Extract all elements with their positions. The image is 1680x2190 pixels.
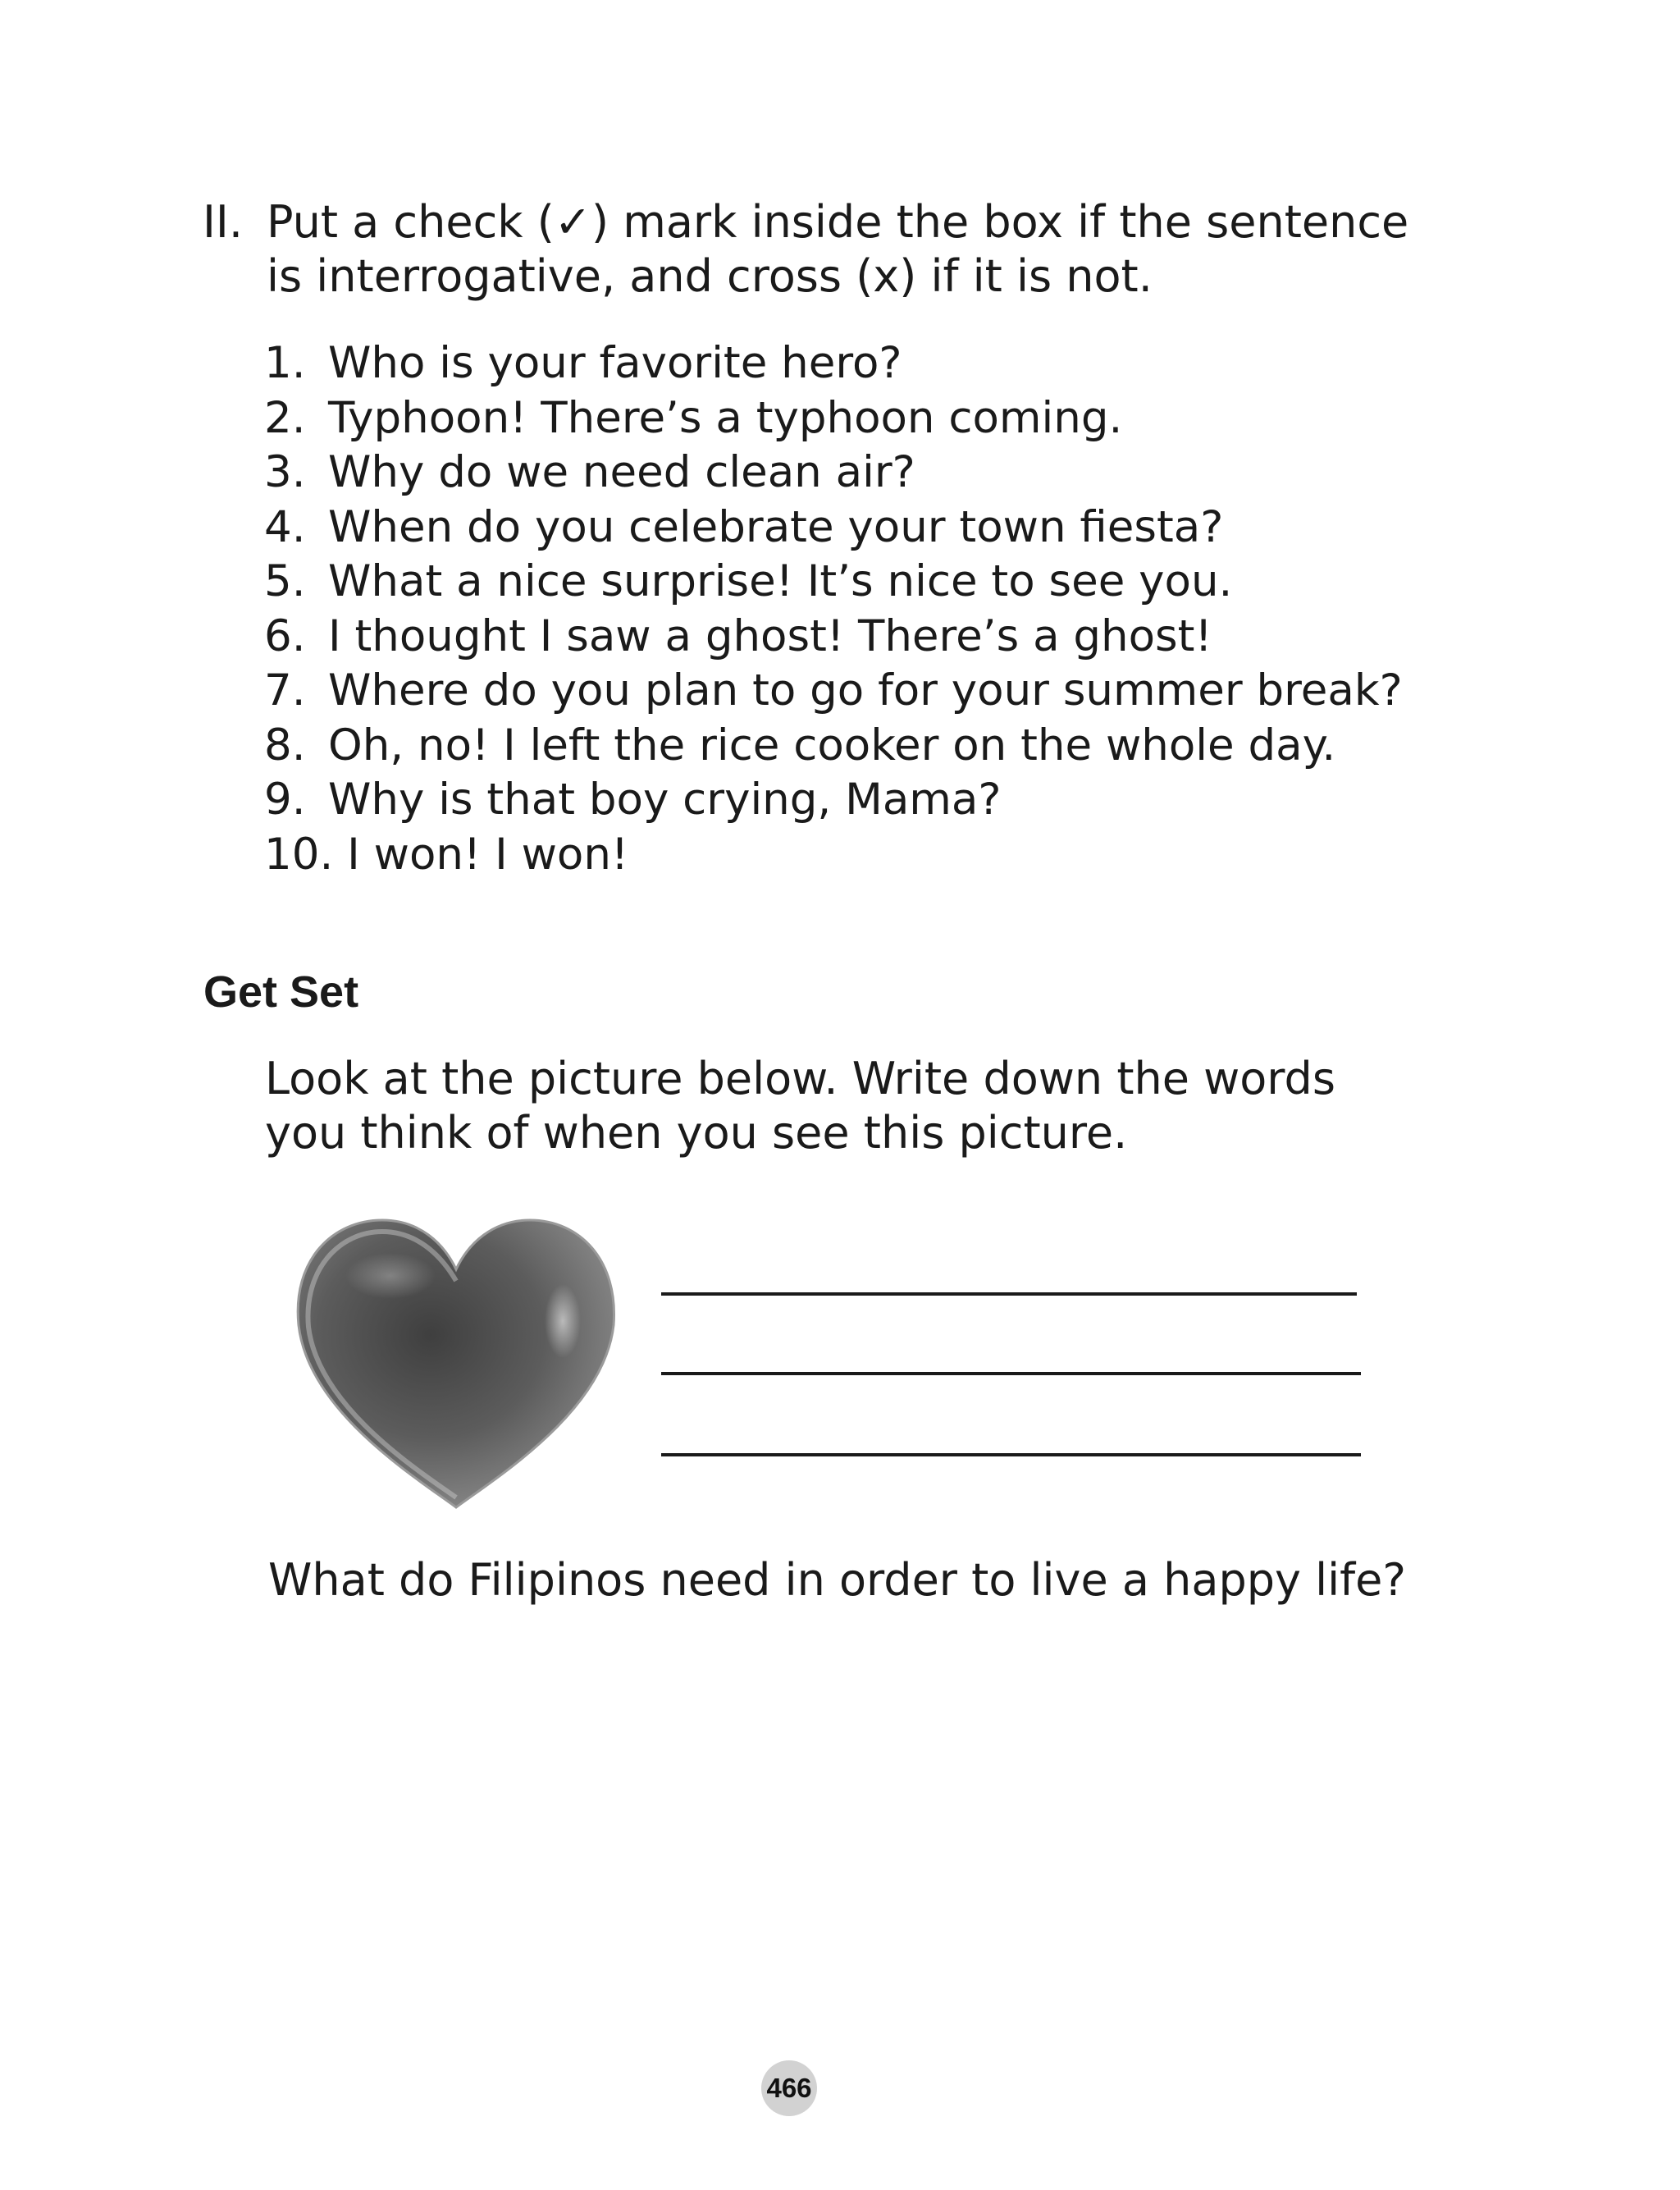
item-text: Typhoon! There’s a typhoon coming. (328, 392, 1123, 443)
list-item (264, 336, 1413, 391)
item-text: What a nice surprise! It’s nice to see you. (328, 556, 1233, 606)
item-text: When do you celebrate your town fiesta? (328, 501, 1224, 552)
item-text: Who is your favorite hero? (328, 338, 902, 388)
item-text: Why is that boy crying, Mama? (328, 775, 1002, 825)
item-text: Where do you plan to go for your summer break? (328, 665, 1403, 716)
list-item (264, 719, 1413, 774)
list-item (264, 773, 1413, 828)
item-text: Oh, no! I left the rice cooker on the whole day. (328, 720, 1336, 770)
answer-line[interactable] (661, 1292, 1357, 1296)
picture-prompt: Look at the picture below. Write down the words you think of when you see this picture. (265, 1053, 1335, 1159)
answer-line[interactable] (661, 1453, 1361, 1456)
item-number: 4. (264, 501, 306, 552)
page-number-badge (761, 2060, 817, 2116)
section-instruction: Put a check (✓) mark inside the box if the sentence is interrogative, and cross (x) if it is not. (267, 196, 1409, 302)
page-number: 466 (766, 2073, 812, 2103)
get-set-heading: Get Set (203, 967, 359, 1017)
section-numeral: II. (203, 196, 244, 248)
item-text: I won! I won! (347, 829, 629, 880)
item-number: 9. (264, 775, 306, 825)
item-text: I thought I saw a ghost! There’s a ghost! (328, 610, 1212, 661)
sentence-list (264, 336, 1413, 882)
list-item (264, 501, 1413, 556)
item-number: 7. (264, 665, 306, 716)
list-item (264, 664, 1413, 719)
list-item (264, 610, 1413, 665)
item-number: 5. (264, 556, 306, 606)
heart-icon (292, 1210, 620, 1510)
item-text: Why do we need clean air? (328, 447, 915, 497)
answer-line[interactable] (661, 1372, 1361, 1375)
item-number: 10. (264, 829, 334, 880)
item-number: 2. (264, 392, 306, 443)
item-number: 1. (264, 338, 306, 388)
list-item (264, 555, 1413, 610)
item-number: 3. (264, 447, 306, 497)
reflection-question: What do Filipinos need in order to live a happy life? (268, 1554, 1407, 1606)
item-number: 6. (264, 610, 306, 661)
list-item (264, 828, 1413, 883)
item-number: 8. (264, 720, 306, 770)
list-item (264, 391, 1413, 446)
list-item (264, 446, 1413, 501)
